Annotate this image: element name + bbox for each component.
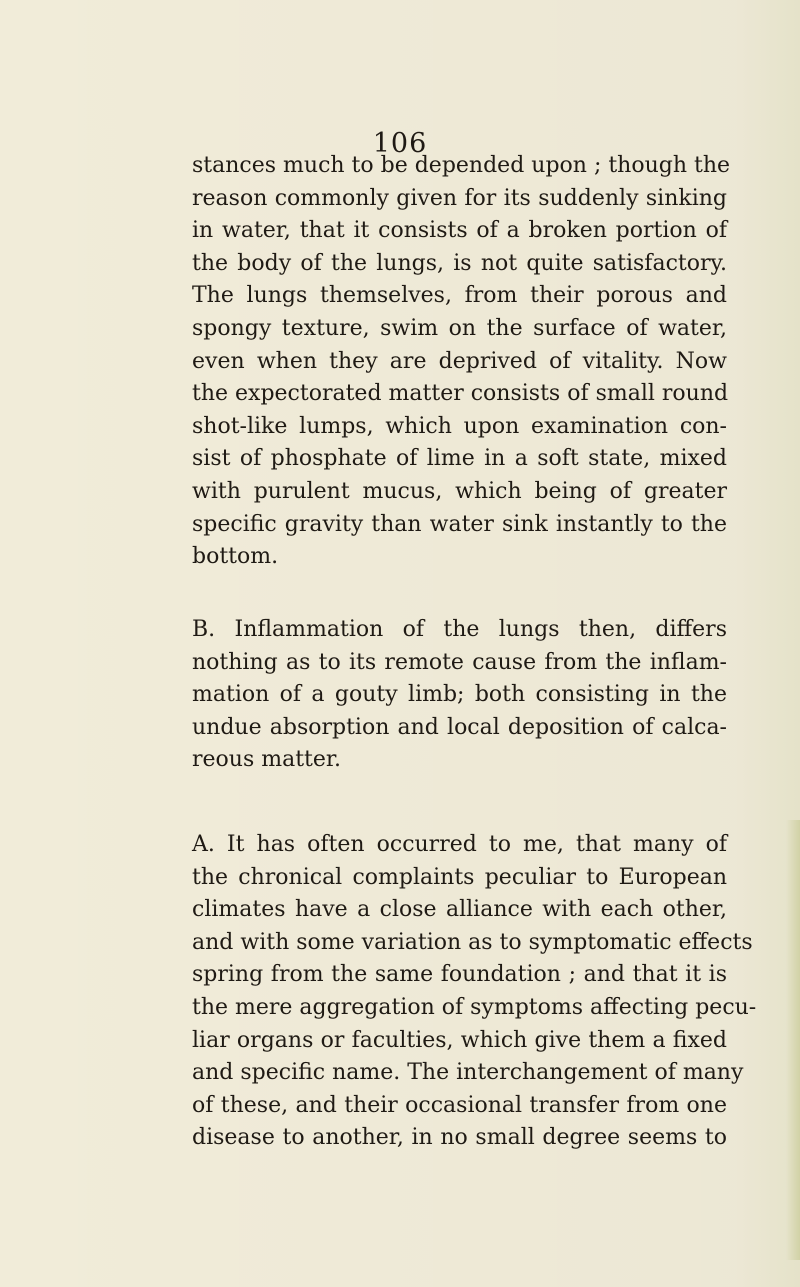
text-line: climates have a close alliance with each other, xyxy=(192,897,727,923)
text-line: with purulent mucus, which being of greater xyxy=(192,478,727,504)
text-line: in water, that it consists of a broken portion of xyxy=(192,218,727,244)
paragraph-1 xyxy=(192,150,731,574)
page-edge-stain xyxy=(786,820,800,1260)
text-line: specific gravity than water sink instantly to the xyxy=(192,511,727,537)
text-line: sist of phosphate of lime in a soft state, mixed xyxy=(192,446,727,472)
text-line: bottom. xyxy=(192,544,279,570)
text-line: B. Inflammation of the lungs then, differs xyxy=(192,617,727,642)
text-line: the expectorated matter consists of small round xyxy=(192,381,729,407)
text-line: spongy texture, swim on the surface of water, xyxy=(192,315,727,341)
text-line: reason commonly given for its suddenly sinking xyxy=(192,185,727,211)
text-line: shot-like lumps, which upon examination con- xyxy=(192,413,727,439)
paragraph-2 xyxy=(192,614,727,777)
text-line: A. It has often occurred to me, that many of xyxy=(192,832,727,857)
text-line: disease to another, in no small degree seems to xyxy=(192,1125,727,1151)
text-line: and with some variation as to symptomatic effects xyxy=(192,929,753,955)
text-line: liar organs or faculties, which give them a fixed xyxy=(192,1027,727,1053)
text-line: The lungs themselves, from their porous and xyxy=(192,283,727,309)
text-line: reous matter. xyxy=(192,747,342,773)
text-line: of these, and their occasional transfer from one xyxy=(192,1092,727,1118)
text-line: the body of the lungs, is not quite satisfactory. xyxy=(192,250,727,276)
page-number: 106 xyxy=(372,128,428,159)
text-line: even when they are deprived of vitality. Now xyxy=(192,348,727,374)
text-line: stances much to be depended upon ; though the xyxy=(192,153,731,178)
text-line: spring from the same foundation ; and that it is xyxy=(192,962,727,988)
text-line: nothing as to its remote cause from the inflam- xyxy=(192,649,727,675)
text-line: the mere aggregation of symptoms affecting pecu- xyxy=(192,994,757,1020)
paragraph-3 xyxy=(192,829,757,1155)
text-line: the chronical complaints peculiar to European xyxy=(192,864,727,890)
text-line: mation of a gouty limb; both consisting in the xyxy=(192,682,727,708)
text-line: and specific name. The interchangement of many xyxy=(192,1060,744,1086)
text-line: undue absorption and local deposition of calca- xyxy=(192,714,727,740)
